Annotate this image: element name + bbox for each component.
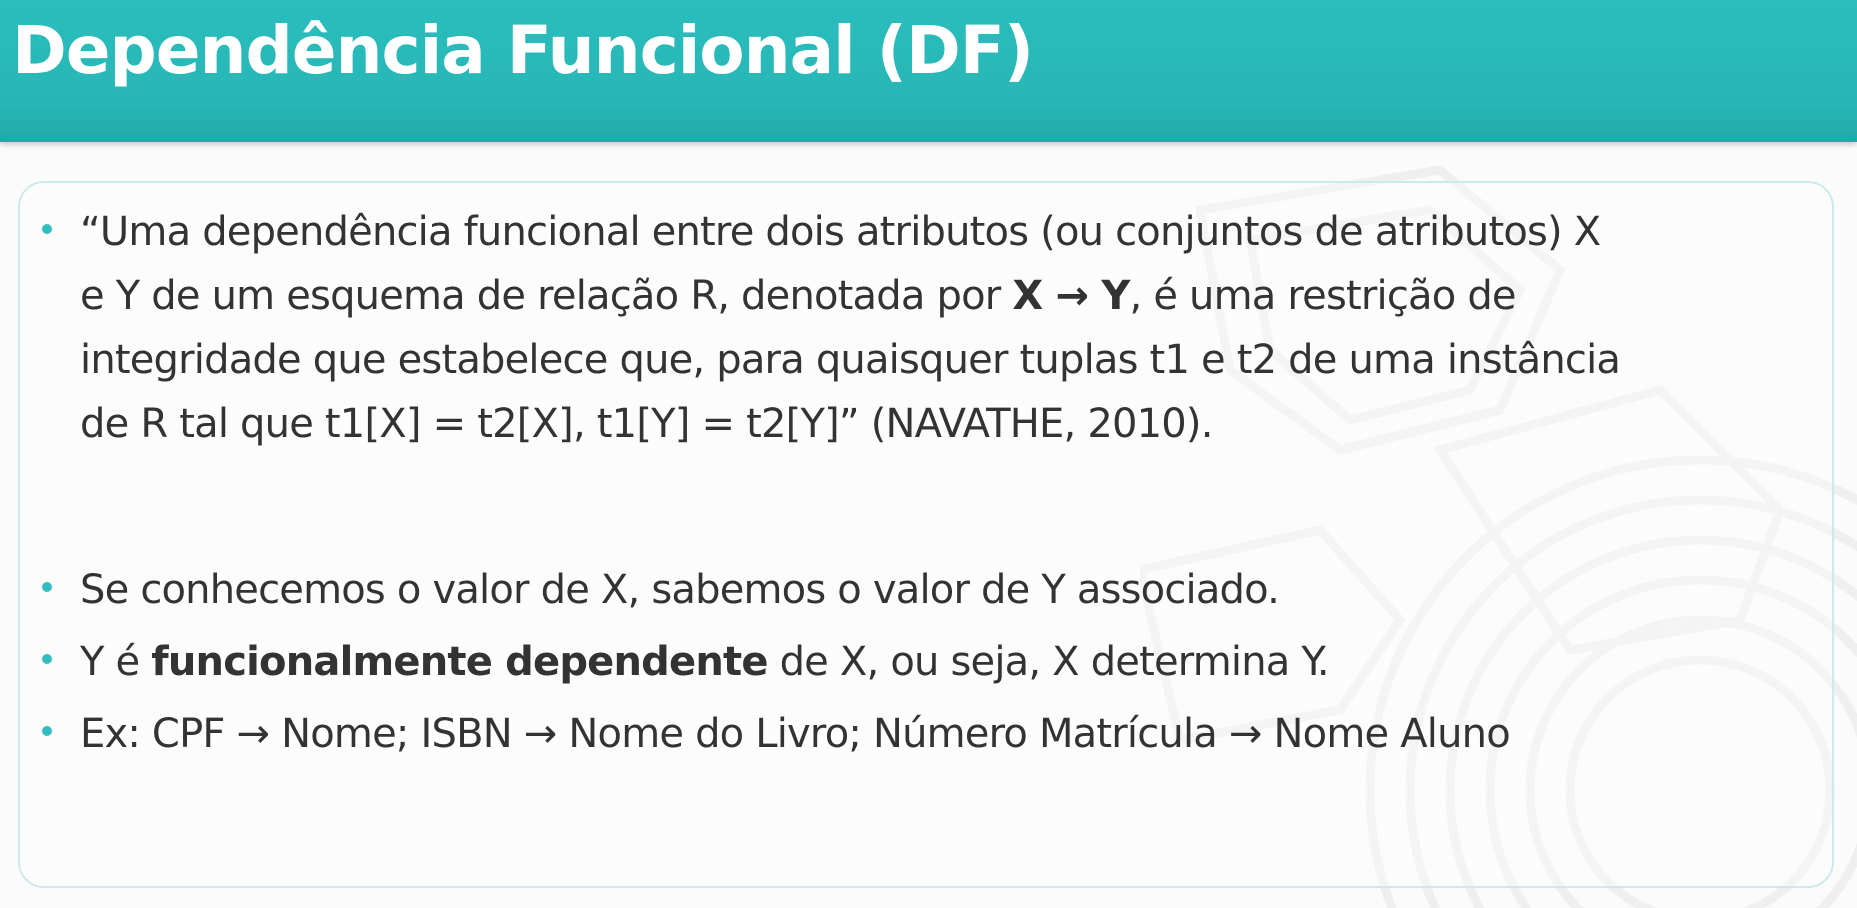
content-box: [18, 181, 1834, 888]
definition-line-2-pre: e Y de um esquema de relação R, denotada por: [80, 273, 1013, 319]
definition-line-2-post: , é uma restrição de: [1129, 273, 1516, 319]
title-bar: [0, 0, 1857, 142]
fd-bold-term: funcionalmente dependente: [151, 639, 768, 685]
fd-notation: X → Y: [1012, 273, 1130, 319]
definition-line-1: “Uma dependência funcional entre dois atributos (ou conjuntos de atributos) X: [80, 209, 1601, 255]
bullet-dot-icon: [42, 726, 52, 736]
bullet-text: Se conhecemos o valor de X, sabemos o valor de Y associado.: [80, 567, 1280, 613]
bullet-text: [80, 630, 1820, 694]
bullet-dot-icon: [42, 224, 52, 234]
bullet-dot-icon: [42, 582, 52, 592]
definition-line-4: de R tal que t1[X] = t2[X], t1[Y] = t2[Y]” (NAVATHE, 2010).: [80, 401, 1213, 447]
bullet-text: Ex: CPF → Nome; ISBN → Nome do Livro; Número Matrícula → Nome Aluno: [80, 711, 1510, 757]
bullet-dot-icon: [42, 654, 52, 664]
definition-line-3: integridade que estabelece que, para quaisquer tuplas t1 e t2 de uma instância: [80, 337, 1621, 383]
bullet-text: [80, 200, 1820, 456]
fd-post: de X, ou seja, X determina Y.: [767, 639, 1329, 685]
slide-title: Dependência Funcional (DF): [12, 12, 1033, 89]
definition-line-2: [80, 264, 1820, 328]
fd-pre: Y é: [80, 639, 152, 685]
